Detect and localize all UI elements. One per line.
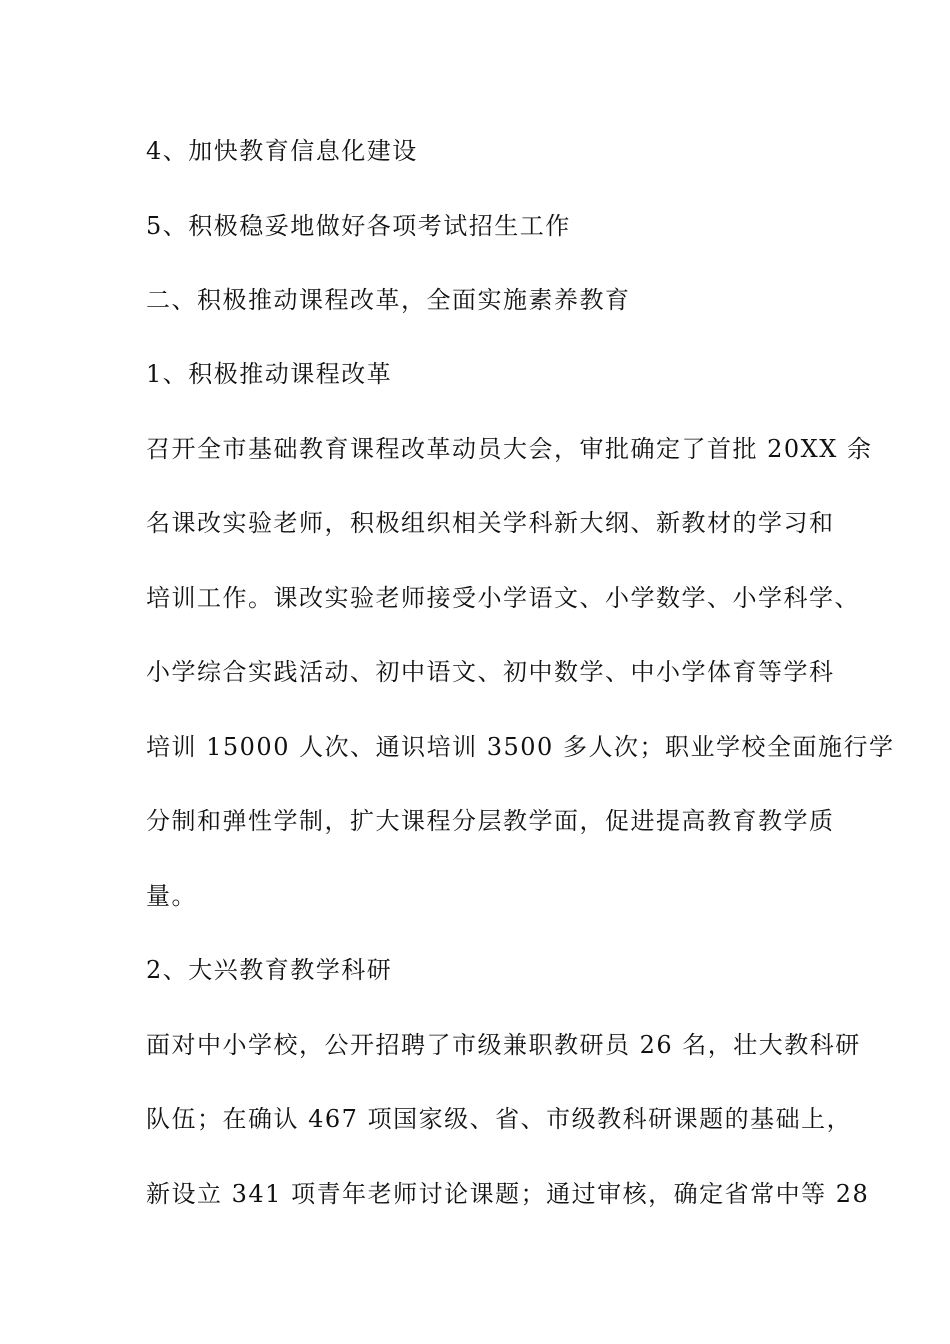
paragraph-line: 面对中小学校，公开招聘了市级兼职教研员 26 名，壮大教科研 — [146, 1031, 861, 1059]
subheading-1-curriculum-reform: 1、积极推动课程改革 — [146, 360, 393, 388]
paragraph-line: 召开全市基础教育课程改革动员大会，审批确定了首批 20XX 余 — [146, 435, 873, 463]
paragraph-line: 分制和弹性学制，扩大课程分层教学面，促进提高教育教学质 — [146, 807, 835, 835]
heading-5-exam-enrollment: 5、积极稳妥地做好各项考试招生工作 — [146, 212, 571, 240]
paragraph-line: 名课改实验老师，积极组织相关学科新大纲、新教材的学习和 — [146, 509, 835, 537]
paragraph-line: 小学综合实践活动、初中语文、初中数学、中小学体育等学科 — [146, 658, 835, 686]
paragraph-line: 培训工作。课改实验老师接受小学语文、小学数学、小学科学、 — [146, 584, 860, 612]
paragraph-line: 队伍；在确认 467 项国家级、省、市级教科研课题的基础上， — [146, 1105, 853, 1133]
heading-4-education-informatization: 4、加快教育信息化建设 — [146, 137, 418, 165]
paragraph-line: 培训 15000 人次、通识培训 3500 多人次；职业学校全面施行学 — [146, 733, 895, 761]
paragraph-line: 新设立 341 项青年老师讨论课题；通过审核，确定省常中等 28 — [146, 1180, 870, 1208]
subheading-2-research: 2、大兴教育教学科研 — [146, 956, 393, 984]
section-heading-2-curriculum-reform: 二、积极推动课程改革，全面实施素养教育 — [146, 286, 631, 314]
paragraph-line: 量。 — [146, 882, 197, 910]
